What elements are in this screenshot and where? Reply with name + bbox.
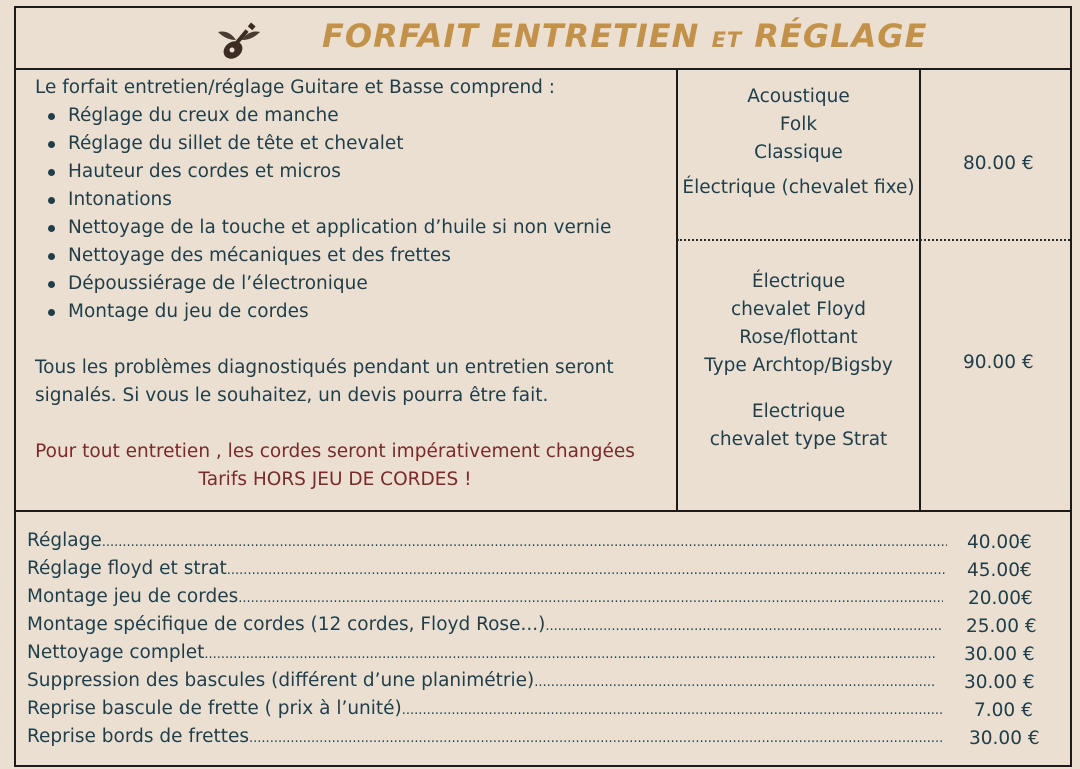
leader-dots [545,614,941,635]
list-item: Intonations [48,186,611,214]
table-row [27,530,947,558]
title-part-3: RÉGLAGE [754,17,928,55]
service-label: Nettoyage complet [27,642,205,663]
column-divider-2 [919,70,921,512]
table-row [27,698,943,726]
tier-1-price: 80.00 € [963,153,1034,174]
instrument-type: chevalet Floyd [730,299,866,320]
diagnostic-note [35,354,614,410]
page-title [322,17,927,55]
tier-2-price: 90.00 € [963,352,1034,373]
service-price: 30.00 € [964,644,1035,665]
tier-divider [677,239,1070,241]
service-price: 25.00 € [966,616,1037,637]
table-row [27,726,943,754]
leader-dots [227,558,947,579]
leader-dots [249,726,943,747]
instrument-type: Électrique [751,271,846,292]
leader-dots [534,670,935,691]
list-item: Réglage du sillet de tête et chevalet [48,130,611,158]
tier-2-types [678,268,919,454]
header [14,6,1070,66]
list-item: Réglage du creux de manche [48,102,611,130]
leader-dots [238,586,943,607]
service-label: Montage spécifique de cordes (12 cordes, Floyd Rose...) [27,614,546,635]
table-row [27,614,941,642]
instrument-type: chevalet type Strat [709,429,888,450]
instrument-type: Classique [754,142,843,163]
leader-dots [402,698,943,719]
service-price: 20.00€ [968,588,1033,609]
note-line: signalés. Si vous le souhaitez, un devis pourra être fait. [35,385,549,406]
warning-line: Tarifs HORS JEU DE CORDES ! [198,469,472,490]
list-item: Montage du jeu de cordes [48,298,611,326]
leader-dots [102,530,947,551]
instrument-type: Folk [779,114,818,135]
note-line: Tous les problèmes diagnostiqués pendant un entretien seront [35,357,614,378]
table-row [27,670,935,698]
instrument-type: Électrique (chevalet fixe) [682,177,915,198]
tier-1-types [678,83,919,202]
instrument-type: Electrique [751,401,846,422]
services-top-rule [14,510,1072,512]
service-price: 45.00€ [967,560,1032,581]
service-label: Montage jeu de cordes [27,586,239,607]
table-row [27,642,935,670]
title-part-2: ET [711,28,743,52]
title-part-1: FORFAIT ENTRETIEN [322,17,700,55]
table-row [27,558,947,586]
leader-dots [204,642,935,663]
instrument-type: Type Archtop/Bigsby [704,355,893,376]
service-label: Suppression des bascules (différent d’une planimétrie) [27,670,535,691]
warning-line: Pour tout entretien , les cordes seront impérativement changées [35,441,635,462]
list-item: Nettoyage des mécaniques et des frettes [48,242,611,270]
list-item: Dépoussiérage de l’électronique [48,270,611,298]
service-label: Réglage [27,530,102,551]
service-price: 30.00 € [964,672,1035,693]
service-label: Réglage floyd et strat [27,558,227,579]
list-item: Nettoyage de la touche et application d’huile si non vernie [48,214,611,242]
table-row [27,586,943,614]
service-price: 30.00 € [969,728,1040,749]
list-item: Hauteur des cordes et micros [48,158,611,186]
service-price: 40.00€ [967,532,1032,553]
guitar-wings-icon [216,22,262,62]
service-label: Reprise bascule de frette ( prix à l’unité) [27,698,402,719]
strings-warning [35,438,635,494]
task-list [48,102,611,326]
instrument-type: Acoustique [747,86,850,107]
instrument-type: Rose/flottant [739,327,858,348]
service-label: Reprise bords de frettes [27,726,250,747]
package-intro: Le forfait entretien/réglage Guitare et Basse comprend : [35,77,556,98]
service-price: 7.00 € [974,700,1033,721]
